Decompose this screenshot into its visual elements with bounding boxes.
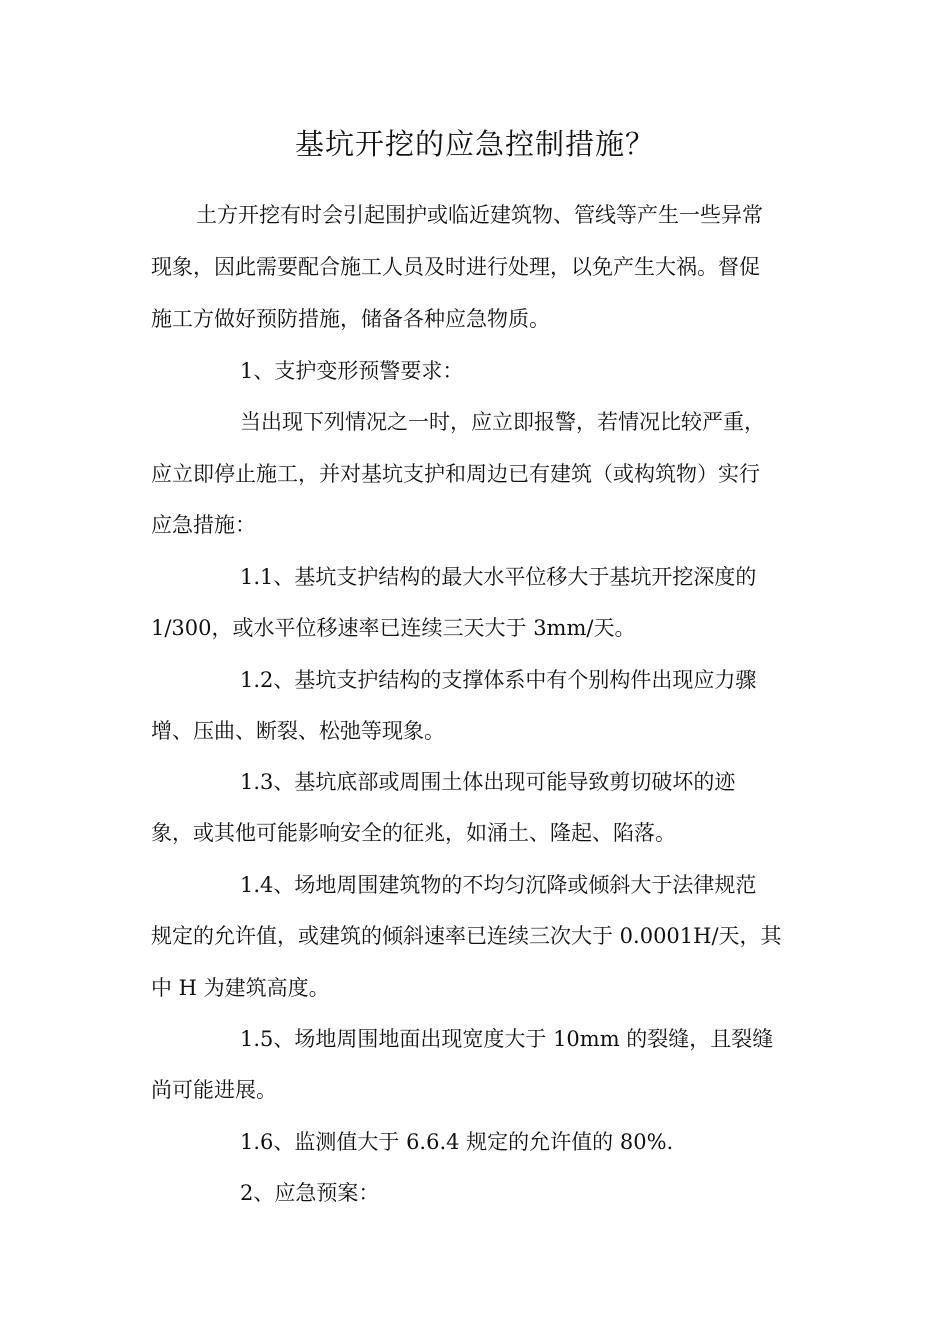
body-line: 土方开挖有时会引起围护或临近建筑物、管线等产生一些异常 xyxy=(196,203,763,227)
list-item-line: 象，或其他可能影响安全的征兆，如涌土、隆起、陷落。 xyxy=(151,821,676,845)
list-item-line: 1.6、监测值大于 6.6.4 规定的允许值的 80%. xyxy=(240,1130,674,1154)
section-heading: 1、支护变形预警要求： xyxy=(240,359,464,383)
list-item-line: 增、压曲、断裂、松弛等现象。 xyxy=(151,719,445,743)
list-item-line: 1.1、基坑支护结构的最大水平位移大于基坑开挖深度的 xyxy=(240,565,757,589)
list-item-line: 1.3、基坑底部或周围土体出现可能导致剪切破坏的迹 xyxy=(240,770,736,794)
list-item-line: 1.4、场地周围建筑物的不均匀沉降或倾斜大于法律规范 xyxy=(240,873,757,897)
body-line: 当出现下列情况之一时，应立即报警，若情况比较严重， xyxy=(240,410,765,434)
body-line: 应立即停止施工，并对基坑支护和周边已有建筑（或构筑物）实行 xyxy=(151,462,760,486)
document-title: 基坑开挖的应急控制措施？ xyxy=(294,127,655,161)
body-line: 现象，因此需要配合施工人员及时进行处理，以免产生大祸。督促 xyxy=(151,255,760,279)
list-item-line: 尚可能进展。 xyxy=(151,1078,277,1102)
list-item-line: 中 H 为建筑高度。 xyxy=(151,976,330,1000)
section-heading: 2、应急预案： xyxy=(240,1181,380,1205)
list-item-line: 1.5、场地周围地面出现宽度大于 10mm 的裂缝，且裂缝 xyxy=(240,1027,774,1051)
list-item-line: 1.2、基坑支护结构的支撑体系中有个别构件出现应力骤 xyxy=(240,668,757,692)
list-item-line: 1/300，或水平位移速率已连续三天大于 3mm/天。 xyxy=(151,616,636,640)
list-item-line: 规定的允许值，或建筑的倾斜速率已连续三次大于 0.0001H/天，其 xyxy=(151,924,782,948)
body-line: 施工方做好预防措施，储备各种应急物质。 xyxy=(151,307,550,331)
body-line: 应急措施： xyxy=(151,513,256,537)
